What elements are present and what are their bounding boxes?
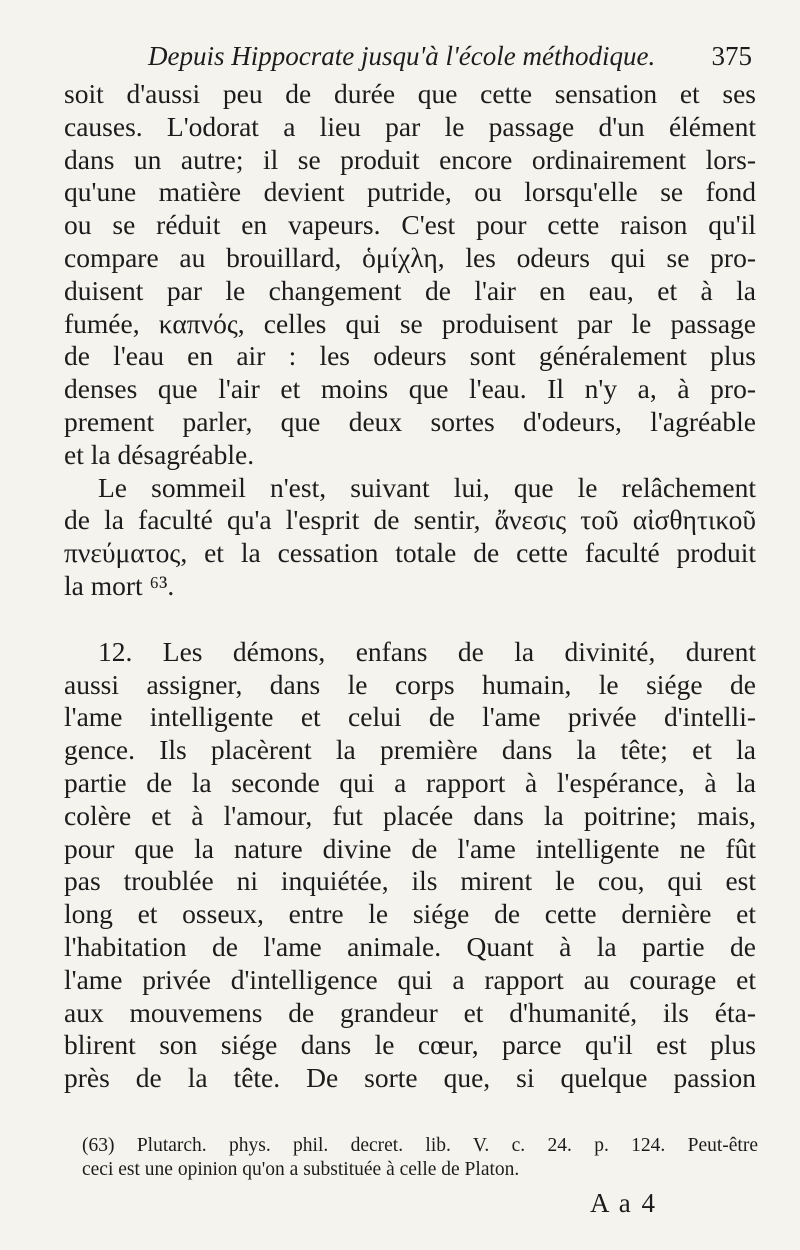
text-line: dans un autre; il se produit encore ordinairement lors- xyxy=(64,143,756,175)
text-line: duisent par le changement de l'air en eau, et à la xyxy=(64,274,756,306)
text-line: de l'eau en air : les odeurs sont généralement plus xyxy=(64,340,756,372)
text-line: près de la tête. De sorte que, si quelque passion xyxy=(64,1062,756,1094)
text-line: l'ame privée d'intelligence qui a rapport au courage et xyxy=(64,963,756,995)
footnotes xyxy=(82,1134,758,1182)
paragraph-gap xyxy=(64,603,756,636)
text-line: soit d'aussi peu de durée que cette sensation et ses xyxy=(64,78,756,109)
text-line: ou se réduit en vapeurs. C'est pour cette raison qu'il xyxy=(64,209,756,241)
text-line: colère et à l'amour, fut placée dans la poitrine; mais, xyxy=(64,799,756,831)
text-line: causes. L'odorat a lieu par le passage d'un élément xyxy=(64,110,756,142)
body-text xyxy=(64,78,756,1095)
text-line: 12. Les démons, enfans de la divinité, durent xyxy=(98,635,756,667)
text-line: πνεύματος, et la cessation totale de cette faculté produit xyxy=(64,537,756,569)
text-line: Le sommeil n'est, suivant lui, que le relâchement xyxy=(98,471,756,503)
text-line: pas troublée ni inquiétée, ils mirent le cou, qui est xyxy=(64,865,756,897)
paragraph-12 xyxy=(64,636,756,1095)
text-line: aux mouvemens de grandeur et d'humanité, ils éta- xyxy=(64,996,756,1028)
text-line: denses que l'air et moins que l'eau. Il n'y a, à pro- xyxy=(64,373,756,405)
signature-mark: A a 4 xyxy=(590,1188,657,1218)
paragraph-sleep xyxy=(64,472,756,603)
running-title: Depuis Hippocrate jusqu'à l'école méthodique. xyxy=(148,41,656,71)
text-line: aussi assigner, dans le corps humain, le siége de xyxy=(64,668,756,700)
text-line: qu'une matière devient putride, ou lorsqu'elle se fond xyxy=(64,176,756,208)
running-head xyxy=(64,36,752,76)
text-line: l'ame intelligente et celui de l'ame privée d'intelli- xyxy=(64,701,756,733)
footnote-line: ceci est une opinion qu'on a substituée à celle de Platon. xyxy=(82,1159,520,1180)
text-line: de la faculté qu'a l'esprit de sentir, ἄνεσις τοῦ αἰσθητικοῦ xyxy=(64,504,756,536)
text-line: long et osseux, entre le siége de cette dernière et xyxy=(64,898,756,930)
text-line: l'habitation de l'ame animale. Quant à la partie de xyxy=(64,930,756,962)
text-line: compare au brouillard, ὁμίχλη, les odeurs qui se pro- xyxy=(64,241,756,273)
text-line: prement parler, que deux sortes d'odeurs, l'agréable xyxy=(64,405,756,437)
text-line: la mort ⁶³. xyxy=(64,569,175,601)
text-line: blirent son siége dans le cœur, parce qu'il est plus xyxy=(64,1029,756,1061)
paragraph-continuation xyxy=(64,78,756,472)
text-line: gence. Ils placèrent la première dans la tête; et la xyxy=(64,734,756,766)
text-line: partie de la seconde qui a rapport à l'espérance, à la xyxy=(64,766,756,798)
page-number: 375 xyxy=(711,41,752,71)
text-line: et la désagréable. xyxy=(64,438,255,470)
text-line: fumée, καπνός, celles qui se produisent par le passage xyxy=(64,307,756,339)
text-line: pour que la nature divine de l'ame intelligente ne fût xyxy=(64,832,756,864)
footnote-line: (63) Plutarch. phys. phil. decret. lib. V. c. 24. p. 124. Peut-être xyxy=(82,1135,758,1156)
